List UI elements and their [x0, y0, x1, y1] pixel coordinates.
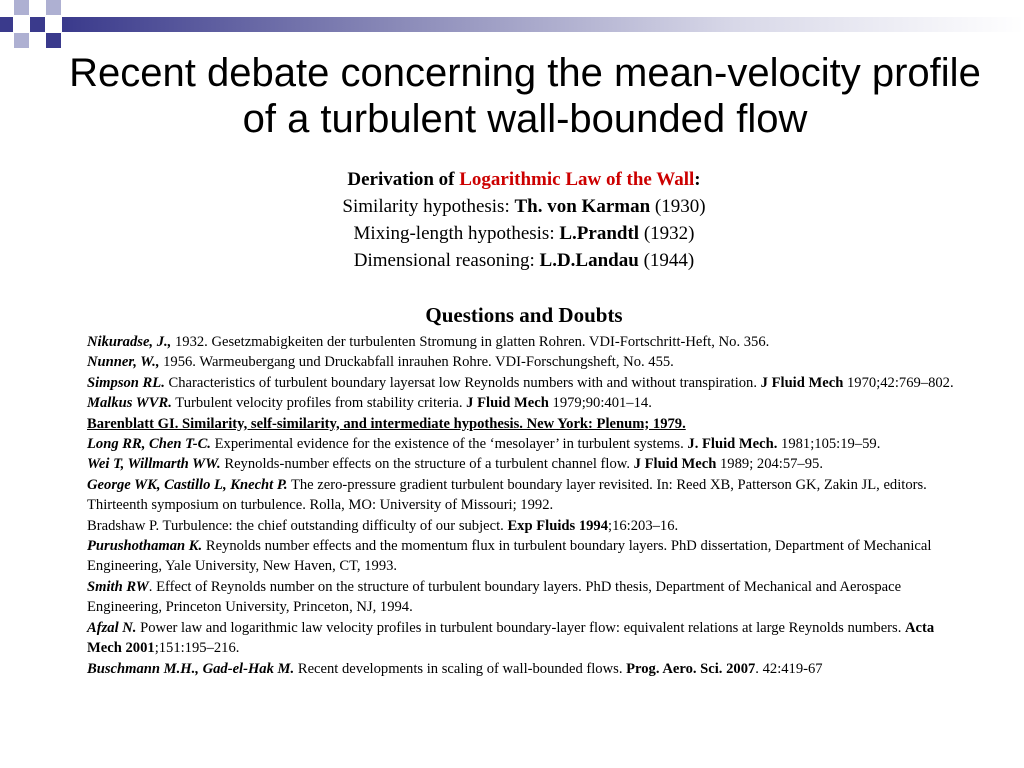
reference-item [87, 454, 967, 474]
author-name: L.Prandtl [559, 223, 640, 244]
ref-text: Turbulent velocity profiles from stability criteria. [171, 395, 467, 412]
author-name: Th. von Karman [514, 196, 651, 217]
log-law-highlight: Logarithmic Law of the Wall [459, 169, 695, 190]
reference-item [87, 373, 967, 393]
reference-item [87, 434, 967, 454]
reference-item [87, 618, 967, 659]
ref-author: Simpson RL. [87, 374, 165, 391]
slide-title: Recent debate concerning the mean-velocity profile of a turbulent wall-bounded flow [69, 51, 981, 141]
ref-journal: J Fluid Mech [760, 374, 844, 391]
ref-author: Nikuradse, J., [87, 334, 172, 350]
ref-tail: 1970;42:769–802. [843, 374, 954, 391]
derivation-line [86, 247, 962, 274]
derivation-suffix: : [694, 169, 701, 190]
year: (1944) [638, 250, 695, 271]
ref-author: Malkus WVR. [87, 395, 172, 412]
ref-journal: J Fluid Mech [466, 395, 549, 412]
reference-item [87, 352, 967, 372]
reference-item [87, 536, 967, 577]
ref-text: Characteristics of turbulent boundary layersat low Reynolds numbers with and without transpiration. [164, 374, 761, 391]
deco-square [30, 17, 45, 32]
deco-square [14, 0, 29, 15]
ref-journal: J. Fluid Mech. [687, 436, 778, 453]
ref-tail: 1981;105:19–59. [777, 436, 881, 453]
ref-author: Afzal N. [87, 619, 137, 636]
title-gradient-bar [62, 17, 1024, 32]
derivation-heading [86, 166, 962, 193]
ref-author: George WK, Castillo L, Knecht P. [87, 476, 288, 493]
ref-tail: 1989; 204:57–95. [716, 456, 823, 473]
ref-underlined: Barenblatt GI. Similarity, self-similarity, and intermediate hypothesis. New York: Plenum; 1979. [87, 415, 686, 432]
ref-text: Reynolds number effects and the momentum flux in turbulent boundary layers. PhD dissertation, Department of Mechanical Engineering, Yale University, New Haven, CT, 1993. [87, 538, 932, 575]
ref-author: Buschmann M.H., Gad-el-Hak M. [87, 660, 295, 677]
ref-tail: ;16:203–16. [608, 517, 679, 534]
hypothesis-label: Mixing-length hypothesis: [353, 223, 560, 244]
ref-tail: 1979;90:401–14. [548, 395, 652, 412]
hypothesis-label: Similarity hypothesis: [342, 196, 515, 217]
ref-text: . Effect of Reynolds number on the structure of turbulent boundary layers. PhD thesis, Department of Mechanical and Aerospace Engineering, Princeton University, Princeton, NJ, 1994. [87, 578, 902, 616]
reference-list [87, 332, 967, 679]
reference-item [87, 393, 967, 413]
ref-author: Purushothaman K. [87, 538, 203, 555]
reference-item [87, 332, 967, 352]
ref-tail: ;151:195–216. [154, 640, 240, 657]
author-name: L.D.Landau [539, 250, 639, 271]
ref-tail: . 42:419-67 [755, 660, 823, 677]
questions-title: Questions and Doubts [425, 303, 623, 327]
derivation-block [86, 166, 962, 274]
ref-text: Power law and logarithmic law velocity profiles in turbulent boundary-layer flow: equivalent relations at large Reynolds numbers. [136, 619, 906, 636]
deco-square [0, 17, 13, 32]
year: (1930) [650, 196, 706, 217]
reference-item [87, 475, 967, 516]
ref-journal: J Fluid Mech [633, 456, 717, 473]
reference-item [87, 516, 967, 536]
ref-author: Long RR, Chen T-C. [87, 436, 211, 453]
ref-text: Recent developments in scaling of wall-bounded flows. [294, 660, 627, 677]
ref-author: Nunner, W., [87, 354, 160, 371]
ref-journal: Prog. Aero. Sci. 2007 [626, 660, 756, 677]
ref-text: 1956. Warmeubergang und Druckabfall inrauhen Rohre. VDI-Forschungsheft, No. 455. [159, 354, 674, 371]
ref-text: Experimental evidence for the existence of the ‘mesolayer’ in turbulent systems. [210, 436, 688, 453]
ref-author: Smith RW [87, 578, 149, 595]
hypothesis-label: Dimensional reasoning: [353, 250, 540, 271]
ref-text: Bradshaw P. Turbulence: the chief outstanding difficulty of our subject. [87, 517, 508, 534]
ref-text: 1932. Gesetzmabigkeiten der turbulenten Stromung in glatten Rohren. VDI-Fortschritt-Heft, No. 356. [171, 334, 770, 350]
header-decoration [0, 0, 1024, 52]
reference-item [87, 414, 967, 434]
reference-item [87, 577, 967, 618]
derivation-line [86, 193, 962, 220]
deco-square [46, 33, 61, 48]
deco-square [14, 33, 29, 48]
reference-item [87, 659, 967, 679]
ref-journal: Exp Fluids 1994 [507, 517, 609, 534]
ref-text: Reynolds-number effects on the structure of a turbulent channel flow. [220, 456, 634, 473]
derivation-prefix: Derivation of [347, 169, 460, 190]
ref-text: The zero-pressure gradient turbulent boundary layer revisited. In: Reed XB, Patterson GK, Zakin JL, editors. Thirteenth symposium on turbulence. Rolla, MO: University of Missouri; 1992. [87, 476, 927, 514]
year: (1932) [639, 223, 695, 244]
deco-square [46, 0, 61, 15]
derivation-line [86, 220, 962, 247]
ref-author: Wei T, Willmarth WW. [87, 456, 221, 473]
ref-journal: Acta Mech 2001 [87, 619, 935, 657]
